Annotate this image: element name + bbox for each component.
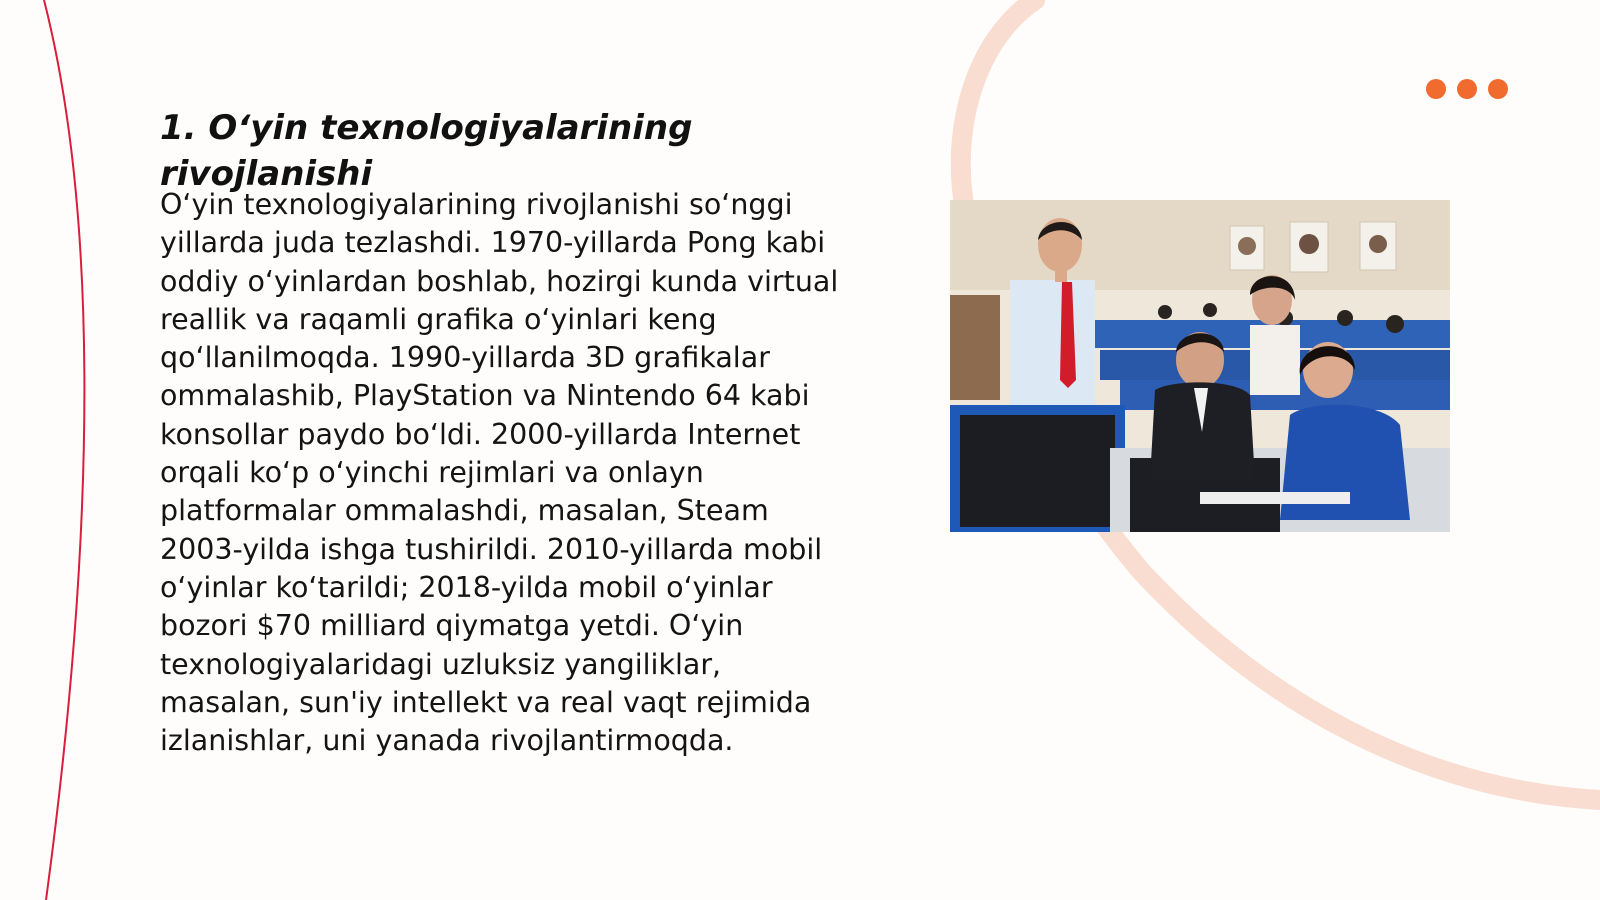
three-dots-icon bbox=[1426, 79, 1508, 99]
decorative-left-line bbox=[44, 0, 84, 900]
students-at-computers-photo bbox=[950, 200, 1450, 532]
dot-icon bbox=[1488, 79, 1508, 99]
dot-icon bbox=[1426, 79, 1446, 99]
dot-icon bbox=[1457, 79, 1477, 99]
slide-body-text: O‘yin texnologiyalarining rivojlanishi so‘nggi yillarda juda tezlashdi. 1970-yillarda Pong kabi oddiy o‘yinlardan boshlab, hozirgi kunda virtual reallik va raqamli grafika o‘yinlari keng qo‘llanilmoqda. 1990-yillarda 3D grafikalar ommalashib, PlayStation va Nintendo 64 kabi konsollar paydo bo‘ldi. 2000-yillarda Internet orqali ko‘p o‘yinchi rejimlari va onlayn platformalar ommalashdi, masalan, Steam 2003-yilda ishga tushirildi. 2010-yillarda mobil o‘yinlar ko‘tarildi; 2018-yilda mobil o‘yinlar bozori $70 milliard qiymatga yetdi. O‘yin texnologiyalaridagi uzluksiz yangiliklar, masalan, sun'iy intellekt va real vaqt rejimida izlanishlar, uni yanada rivojlantirmoqda. bbox=[160, 188, 839, 758]
slide-title: 1. O‘yin texnologiyalarining rivojlanishi bbox=[160, 108, 693, 194]
